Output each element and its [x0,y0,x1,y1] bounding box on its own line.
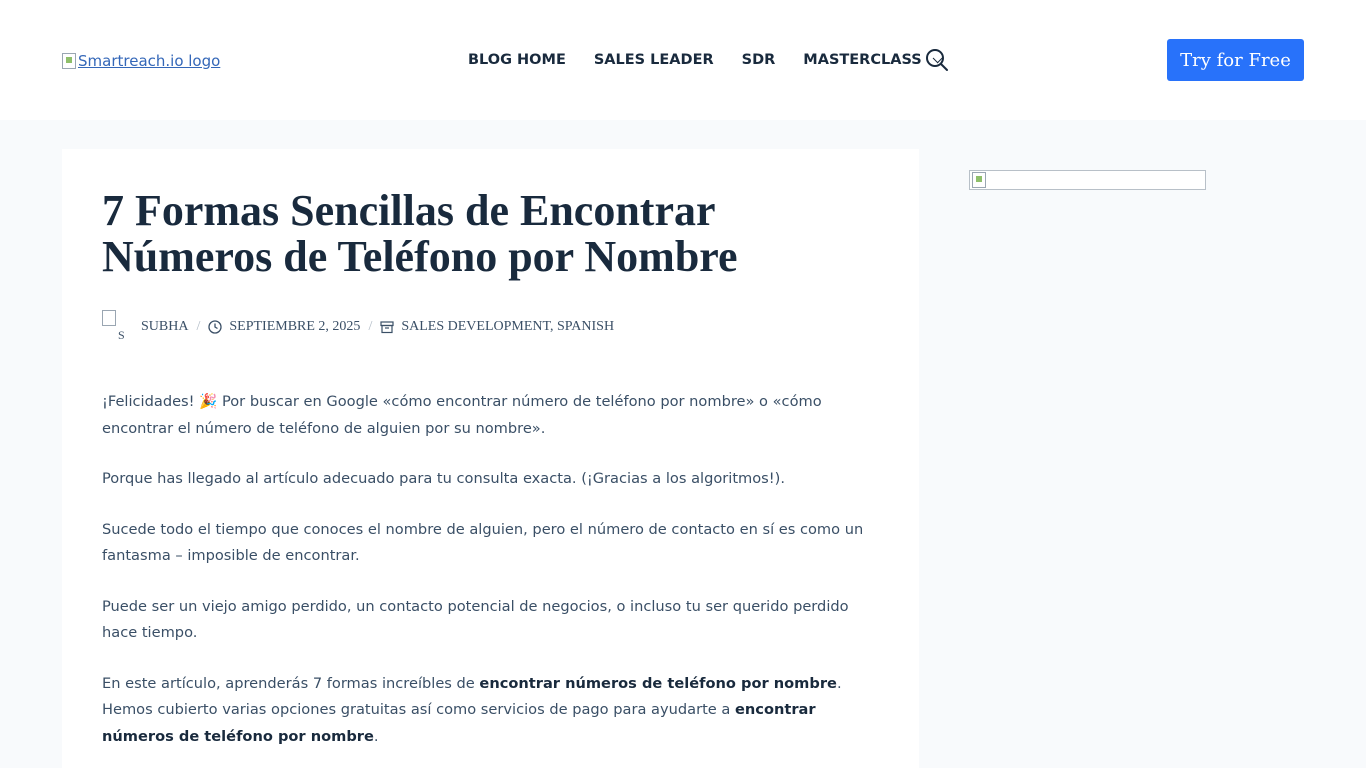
archive-icon [380,320,394,334]
bold-keyword: encontrar números de teléfono por nombre [102,701,816,745]
paragraph: Sucede todo el tiempo que conoces el nombre de alguien, pero el número de contacto en sí es como un fantasma – imposible de encontrar. [102,520,864,564]
main-nav [468,48,967,72]
bold-keyword: encontrar números de teléfono por nombre [479,674,837,692]
paragraph-text: ¡Felicidades! [102,393,200,410]
broken-image-icon [102,310,116,326]
paragraph [102,671,882,751]
paragraph: Porque has llegado al artículo adecuado para tu consulta exacta. (¡Gracias a los algoritmos!). [102,470,785,487]
nav-item-blog-home[interactable]: BLOG HOME [468,52,566,68]
nav-item-masterclass[interactable] [803,52,938,68]
clock-icon [208,320,222,334]
article-title: 7 Formas Sencillas de Encontrar Números de Teléfono por Nombre [102,186,738,281]
logo-alt-text: Smartreach.io logo [78,52,221,70]
paragraph-text: Por buscar en Google «cómo encontrar número de teléfono por nombre» o «cómo encontrar el número de teléfono de alguien por su nombre». [102,393,822,437]
paragraph [102,389,882,442]
nav-item-masterclass-label: MASTERCLASS [803,52,922,68]
paragraph-text: . [373,727,379,745]
sidebar-banner-image[interactable] [969,170,1206,190]
paragraph-text: . Hemos cubierto varias opciones gratuitas así como servicios de pago para ayudarte a [102,674,842,718]
site-header [0,0,1366,120]
paragraph: Puede ser un viejo amigo perdido, un contacto potencial de negocios, o incluso tu ser querido perdido hace tiempo. [102,597,849,641]
meta-separator: / [368,319,373,334]
avatar[interactable] [102,310,126,344]
publish-date: SEPTIEMBRE 2, 2025 [229,319,361,334]
nav-item-sales-leader[interactable]: SALES LEADER [593,52,714,68]
search-icon[interactable] [925,48,949,72]
nav-item-sdr[interactable]: SDR [741,52,776,68]
broken-image-icon [972,172,986,188]
author-link[interactable]: SUBHA [141,319,189,334]
category-links[interactable]: SALES DEVELOPMENT, SPANISH [401,319,615,334]
site-logo[interactable] [62,52,220,70]
avatar-alt-text: S [118,328,125,342]
article-body [102,389,882,768]
meta-separator: / [196,319,201,334]
broken-image-icon [62,53,76,69]
party-popper-emoji: 🎉 [199,393,218,410]
paragraph-text: En este artículo, aprenderás 7 formas increíbles de [102,674,480,692]
try-for-free-button[interactable]: Try for Free [1167,39,1304,81]
article-meta [102,310,614,344]
